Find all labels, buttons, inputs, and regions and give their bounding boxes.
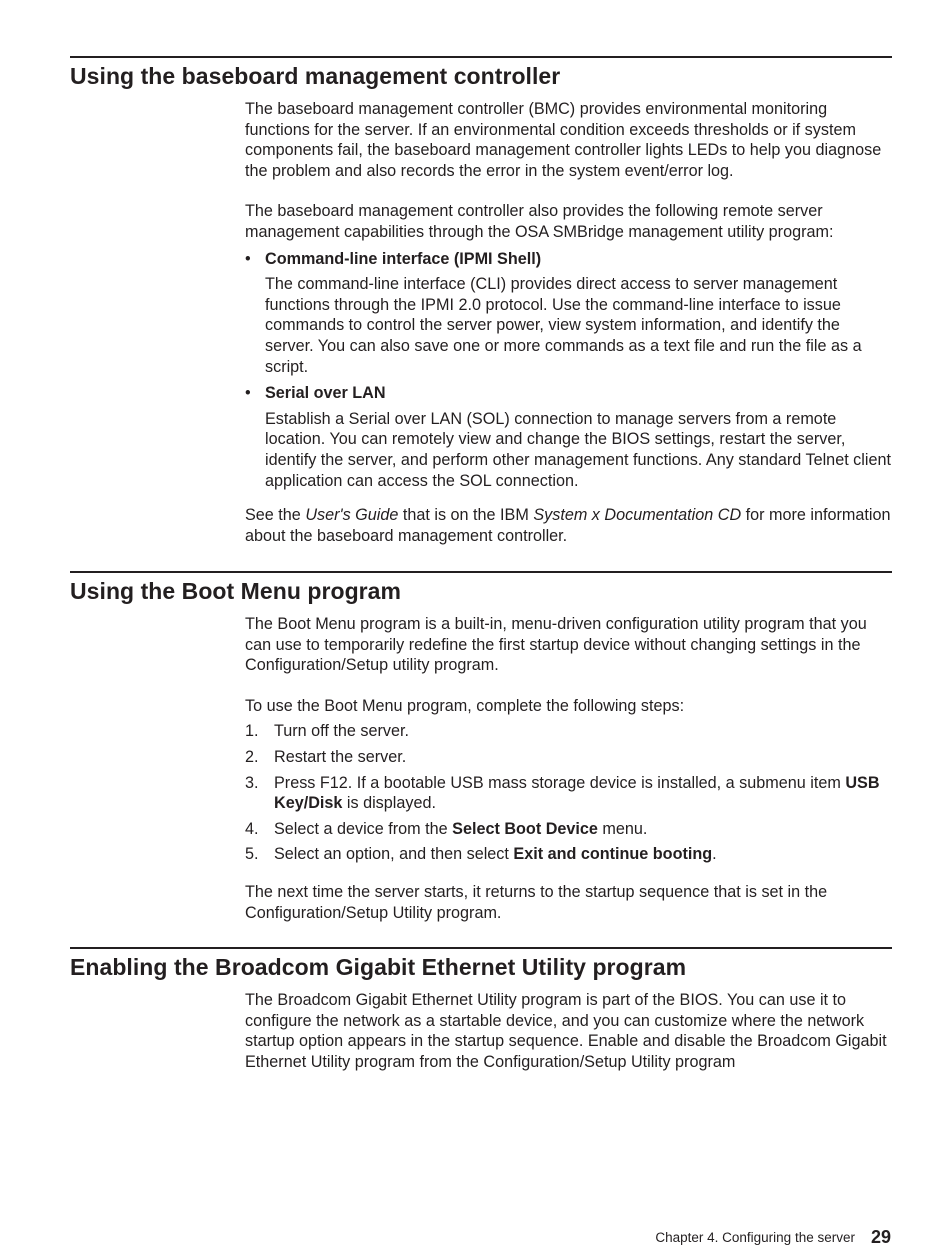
paragraph: To use the Boot Menu program, complete the following steps: — [245, 696, 685, 715]
bullet-glyph: • — [245, 249, 251, 268]
step-text: . — [712, 845, 717, 864]
section-boot-menu — [70, 571, 892, 923]
bullet-list — [245, 249, 892, 492]
step-item — [245, 844, 892, 865]
cd-title: System x Documentation CD — [533, 506, 742, 525]
step-item — [245, 819, 892, 840]
step-text: Turn off the server. — [274, 722, 409, 741]
section-heading: Using the baseboard management controller — [70, 63, 561, 89]
list-item-title: Serial over LAN — [265, 384, 386, 403]
step-item — [245, 773, 892, 814]
paragraph: The baseboard management controller (BMC) provides environmental monitoring functions for the server. If an environmental condition exceeds thresholds or if system components fail, the baseboard management controller lights LEDs to help you diagnose the problem and also records the error in the system event/error log. — [245, 100, 882, 180]
step-number: 3. — [245, 773, 259, 792]
step-text-bold: Select Boot Device — [452, 819, 598, 838]
book-title: User's Guide — [305, 506, 399, 525]
list-item-description: Establish a Serial over LAN (SOL) connection to manage servers from a remote location. You can remotely view and change the BIOS settings, restart the server, identify the server, and perform other management functions. Any standard Telnet client application can access the SOL connection. — [265, 409, 891, 490]
step-item — [245, 721, 892, 742]
text-run: for more information about the baseboard management controller. — [245, 506, 891, 545]
text-run: that is on the IBM — [398, 506, 534, 525]
section-body — [245, 614, 892, 923]
step-text-bold: Exit and continue booting — [513, 845, 713, 864]
steps-list — [245, 721, 892, 865]
step-text: Select a device from the — [274, 819, 453, 838]
section-bmc — [70, 56, 892, 546]
paragraph: The next time the server starts, it returns to the startup sequence that is set in the Configuration/Setup Utility program. — [245, 882, 828, 922]
list-item — [245, 383, 892, 491]
chapter-label: Chapter 4. Configuring the server — [655, 1230, 855, 1245]
bullet-glyph: • — [245, 384, 251, 403]
section-body — [245, 990, 892, 1072]
section-heading: Enabling the Broadcom Gigabit Ethernet Utility program — [70, 954, 687, 980]
section-body — [245, 99, 892, 546]
section-heading: Using the Boot Menu program — [70, 578, 402, 604]
paragraph-see-also — [245, 505, 892, 546]
step-number: 4. — [245, 819, 259, 838]
step-text-bold: USB Key/Disk — [274, 773, 880, 813]
step-text: Press F12. If a bootable USB mass storage device is installed, a submenu item — [274, 773, 846, 792]
list-item-title: Command-line interface (IPMI Shell) — [265, 249, 542, 268]
step-number: 1. — [245, 722, 259, 741]
page-number: 29 — [870, 1227, 891, 1247]
list-item-description: The command-line interface (CLI) provides direct access to server management functions through the IPMI 2.0 protocol. Use the command-line interface to issue commands to control the server power, view system information, and identify the server. You can also save one or more commands as a text file and run the file as a script. — [265, 275, 862, 376]
step-text: Select an option, and then select — [274, 845, 514, 864]
paragraph: The Broadcom Gigabit Ethernet Utility program is part of the BIOS. You can use it to configure the network as a startable device, and you can customize where the network startup option appears in the startup sequence. Enable and disable the Broadcom Gigabit Ethernet Utility program from the Configuration/Setup Utility program — [245, 991, 887, 1071]
paragraph: The Boot Menu program is a built-in, menu-driven configuration utility program that you can use to temporarily redefine the first startup device without changing settings in the Configuration/Setup utility program. — [245, 615, 867, 675]
step-text: is displayed. — [342, 794, 436, 813]
step-number: 5. — [245, 845, 259, 864]
step-item — [245, 747, 892, 768]
paragraph: The baseboard management controller also provides the following remote server management capabilities through the OSA SMBridge management utility program: — [245, 202, 834, 241]
list-item — [245, 249, 892, 378]
step-text: Restart the server. — [274, 747, 407, 766]
page-footer — [655, 1226, 891, 1247]
text-run: See the — [245, 506, 306, 525]
step-number: 2. — [245, 747, 259, 766]
section-broadcom — [70, 947, 892, 1072]
step-text: menu. — [597, 819, 648, 838]
